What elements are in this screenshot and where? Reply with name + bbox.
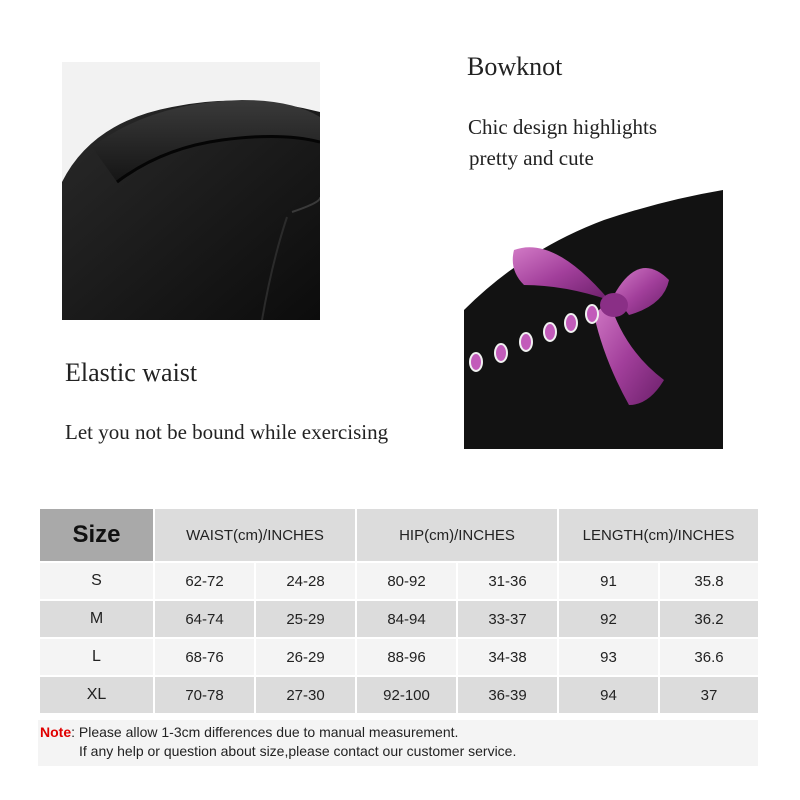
note-line-1: [40, 724, 458, 740]
length-in-cell: 36.6: [659, 638, 759, 676]
hip-cm-cell: 92-100: [356, 676, 457, 714]
size-column-header: Size: [39, 508, 154, 562]
table-row: [39, 676, 759, 714]
note-text: : Please allow 1-3cm differences due to manual measurement.: [71, 724, 459, 740]
waist-cm-cell: 68-76: [154, 638, 255, 676]
bowknot-heading: Bowknot: [467, 52, 563, 81]
hip-column-header: HIP(cm)/INCHES: [356, 508, 558, 562]
size-table: [38, 507, 760, 715]
waist-in-cell: 24-28: [255, 562, 356, 600]
hip-cm-cell: 80-92: [356, 562, 457, 600]
hip-in-cell: 34-38: [457, 638, 558, 676]
hip-in-cell: 33-37: [457, 600, 558, 638]
waist-cm-cell: 70-78: [154, 676, 255, 714]
length-cm-cell: 92: [558, 600, 659, 638]
length-in-cell: 36.2: [659, 600, 759, 638]
bowknot-photo: [464, 190, 723, 449]
table-row: [39, 562, 759, 600]
hip-cm-cell: 88-96: [356, 638, 457, 676]
table-row: [39, 600, 759, 638]
hip-in-cell: 36-39: [457, 676, 558, 714]
waist-cm-cell: 64-74: [154, 600, 255, 638]
waist-column-header: WAIST(cm)/INCHES: [154, 508, 356, 562]
bowknot-description-line-1: Chic design highlights: [468, 115, 657, 139]
elastic-waist-photo: [62, 62, 320, 320]
note-label: Note: [40, 724, 72, 740]
size-cell: L: [39, 638, 154, 676]
elastic-waist-description: Let you not be bound while exercising: [65, 420, 389, 444]
note-line-2: If any help or question about size,please contact our customer service.: [79, 743, 517, 759]
length-column-header: LENGTH(cm)/INCHES: [558, 508, 759, 562]
length-cm-cell: 94: [558, 676, 659, 714]
waist-in-cell: 27-30: [255, 676, 356, 714]
size-cell: S: [39, 562, 154, 600]
length-in-cell: 35.8: [659, 562, 759, 600]
table-row: [39, 638, 759, 676]
measurement-note: [38, 720, 758, 766]
size-cell: M: [39, 600, 154, 638]
hip-in-cell: 31-36: [457, 562, 558, 600]
size-cell: XL: [39, 676, 154, 714]
waist-cm-cell: 62-72: [154, 562, 255, 600]
bowknot-description-line-2: pretty and cute: [469, 146, 594, 170]
length-cm-cell: 91: [558, 562, 659, 600]
size-table-header-row: [39, 508, 759, 562]
length-cm-cell: 93: [558, 638, 659, 676]
waist-in-cell: 25-29: [255, 600, 356, 638]
length-in-cell: 37: [659, 676, 759, 714]
elastic-waist-heading: Elastic waist: [65, 358, 198, 387]
waist-in-cell: 26-29: [255, 638, 356, 676]
hip-cm-cell: 84-94: [356, 600, 457, 638]
size-chart: [38, 507, 758, 715]
